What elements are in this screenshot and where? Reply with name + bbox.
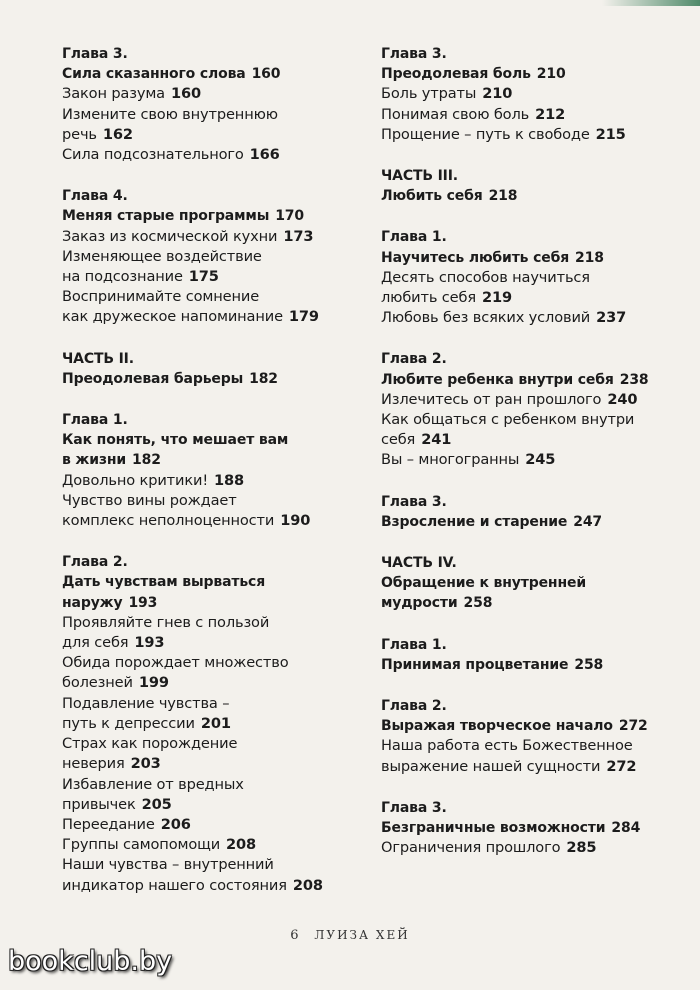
toc-page-number: 258 <box>463 595 493 612</box>
toc-entry-text: Глава 2. <box>381 351 447 368</box>
toc-page-number: 247 <box>573 513 603 530</box>
toc-entry-line <box>381 450 671 470</box>
toc-entry-text: речь <box>62 125 97 143</box>
toc-entry-text: в жизни <box>62 452 127 469</box>
toc-heading <box>381 492 671 512</box>
toc-page-number: 212 <box>535 105 566 123</box>
toc-entry-line <box>381 838 671 858</box>
toc-page-number: 175 <box>188 268 219 286</box>
toc-title-line <box>381 573 671 593</box>
toc-entry-line <box>62 84 322 104</box>
toc-entry-text: болезней <box>62 674 133 692</box>
toc-entry-text: Изменяющее воздействие <box>62 247 262 265</box>
toc-entry-line <box>381 105 671 125</box>
toc-section <box>62 349 322 389</box>
toc-entry-text: Боль утраты <box>381 85 477 103</box>
toc-entry-text: Довольно критики! <box>62 471 209 489</box>
toc-entry-text: Глава 2. <box>62 554 128 571</box>
toc-entry-line <box>381 757 671 777</box>
toc-entry-text: Преодолевая барьеры <box>62 370 244 387</box>
toc-section <box>62 552 322 895</box>
toc-entry-text: Меняя старые программы <box>62 208 270 225</box>
toc-entry-line <box>62 491 322 511</box>
toc-page-number: 272 <box>606 757 637 775</box>
toc-heading <box>62 186 322 206</box>
toc-title-line <box>381 593 671 613</box>
toc-entry-line <box>62 613 322 633</box>
toc-entry-text: Безграничные возможности <box>381 820 606 837</box>
toc-section <box>62 186 322 327</box>
toc-page-number: 219 <box>481 289 512 307</box>
toc-page-number: 193 <box>128 594 158 611</box>
toc-title-line <box>62 369 322 389</box>
toc-section <box>62 410 322 531</box>
toc-entry-line <box>62 653 322 673</box>
toc-entry-line <box>381 288 671 308</box>
toc-entry-line <box>62 754 322 774</box>
watermark-text: bookclub.by <box>8 946 173 977</box>
toc-entry-text: Дать чувствам вырваться <box>62 574 266 591</box>
toc-entry-text: неверия <box>62 755 125 773</box>
toc-entry-text: Как понять, что мешает вам <box>62 432 289 449</box>
toc-title-line <box>62 572 322 592</box>
toc-entry-text: Глава 3. <box>381 799 447 816</box>
toc-title-line <box>381 248 671 268</box>
toc-entry-text: Любовь без всяких условий <box>381 309 591 327</box>
toc-heading <box>62 349 322 369</box>
toc-page-number: 285 <box>566 839 597 857</box>
toc-entry-text: Подавление чувства – <box>62 694 230 712</box>
toc-page-number: 160 <box>170 85 201 103</box>
toc-title-line <box>62 430 322 450</box>
toc-title-line <box>381 655 671 675</box>
toc-entry-text: Избавление от вредных <box>62 775 244 793</box>
toc-page-number: 208 <box>292 876 323 894</box>
toc-page-number: 272 <box>618 718 648 735</box>
toc-entry-text: Взросление и старение <box>381 513 568 530</box>
toc-page-number: 245 <box>525 451 556 469</box>
toc-entry-line <box>381 84 671 104</box>
toc-entry-text: Глава 4. <box>62 188 128 205</box>
toc-entry-text: Заказ из космической кухни <box>62 227 278 245</box>
toc-heading <box>381 44 671 64</box>
toc-title-line <box>381 370 671 390</box>
toc-section <box>381 798 671 859</box>
toc-entry-line <box>381 410 671 430</box>
toc-entry-line <box>381 430 671 450</box>
toc-entry-line <box>62 855 322 875</box>
toc-title-line <box>381 64 671 84</box>
toc-entry-text: Чувство вины рождает <box>62 491 237 509</box>
toc-page-number: 240 <box>607 390 638 408</box>
toc-entry-text: ЧАСТЬ II. <box>62 350 134 367</box>
toc-entry-line <box>62 247 322 267</box>
toc-heading <box>381 696 671 716</box>
toc-section <box>62 44 322 165</box>
toc-section <box>381 44 671 145</box>
top-edge-strip <box>0 0 700 6</box>
toc-entry-line <box>62 694 322 714</box>
toc-entry-line <box>62 734 322 754</box>
toc-entry-text: Излечитесь от ран прошлого <box>381 390 602 408</box>
toc-heading <box>62 552 322 572</box>
toc-entry-text: мудрости <box>381 595 458 612</box>
toc-entry-line <box>62 673 322 693</box>
toc-page-number: 241 <box>421 431 452 449</box>
toc-entry-text: Воспринимайте сомнение <box>62 288 260 306</box>
toc-page-number: 258 <box>574 656 604 673</box>
toc-section <box>381 492 671 532</box>
toc-entry-text: на подсознание <box>62 268 183 286</box>
toc-entry-text: Глава 2. <box>381 698 447 715</box>
toc-page-number: 166 <box>249 146 280 164</box>
toc-entry-text: Обида порождает множество <box>62 654 289 672</box>
footer-page-number: 6 <box>290 928 301 943</box>
toc-entry-line <box>62 633 322 653</box>
toc-section <box>381 166 671 206</box>
toc-heading <box>381 798 671 818</box>
toc-page-number: 190 <box>280 512 311 530</box>
toc-entry-line <box>62 511 322 531</box>
toc-heading <box>381 166 671 186</box>
toc-page-number: 182 <box>132 452 161 469</box>
toc-entry-text: ЧАСТЬ III. <box>381 168 458 185</box>
toc-entry-text: Проявляйте гнев с пользой <box>62 613 270 631</box>
toc-entry-text: Наши чувства – внутренний <box>62 856 274 874</box>
toc-page-number: 205 <box>141 795 172 813</box>
toc-title-line <box>381 716 671 736</box>
toc-entry-line <box>62 267 322 287</box>
toc-entry-text: Обращение к внутренней <box>381 575 586 592</box>
toc-heading <box>62 44 322 64</box>
toc-page-number: 210 <box>482 85 513 103</box>
toc-entry-line <box>381 736 671 756</box>
toc-entry-text: как дружеское напоминание <box>62 308 283 326</box>
toc-entry-line <box>62 795 322 815</box>
toc-entry-text: Страх как порождение <box>62 735 238 753</box>
toc-entry-text: наружу <box>62 594 123 611</box>
toc-entry-text: Глава 1. <box>62 412 128 429</box>
toc-heading <box>62 410 322 430</box>
toc-entry-text: Глава 3. <box>381 46 447 62</box>
toc-entry-text: Сила подсознательного <box>62 146 244 164</box>
toc-section <box>381 227 671 328</box>
toc-page-number: 182 <box>249 370 278 387</box>
toc-entry-text: Переедание <box>62 815 155 833</box>
toc-entry-text: любить себя <box>381 289 476 307</box>
toc-title-line <box>62 450 322 470</box>
toc-page-number: 208 <box>226 836 257 854</box>
toc-entry-line <box>62 287 322 307</box>
toc-entry-line <box>62 105 322 125</box>
footer-author: ЛУИЗА ХЕЙ <box>314 928 410 942</box>
toc-entry-text: Ограничения прошлого <box>381 839 561 857</box>
toc-title-line <box>381 512 671 532</box>
toc-page-number: 188 <box>214 471 245 489</box>
toc-entry-line <box>381 125 671 145</box>
toc-entry-text: привычек <box>62 795 136 813</box>
toc-entry-line <box>62 307 322 327</box>
toc-section <box>381 635 671 675</box>
toc-title-line <box>381 186 671 206</box>
toc-entry-line <box>62 815 322 835</box>
toc-entry-text: для себя <box>62 634 129 652</box>
toc-entry-text: Наша работа есть Божественное <box>381 737 633 755</box>
toc-entry-line <box>62 876 322 896</box>
toc-entry-line <box>62 471 322 491</box>
toc-entry-line <box>381 390 671 410</box>
toc-entry-text: Прощение – путь к свободе <box>381 125 590 143</box>
toc-section <box>381 553 671 614</box>
toc-entry-text: Закон разума <box>62 85 165 103</box>
toc-left-column <box>62 44 322 917</box>
toc-entry-text: Выражая творческое начало <box>381 718 613 735</box>
toc-title-line <box>62 64 322 84</box>
toc-entry-text: Любите ребенка внутри себя <box>381 371 614 388</box>
toc-entry-text: путь к депрессии <box>62 714 195 732</box>
toc-page-number: 199 <box>138 674 169 692</box>
toc-page-number: 237 <box>596 309 627 327</box>
toc-entry-text: Измените свою внутреннюю <box>62 105 278 123</box>
toc-entry-line <box>62 775 322 795</box>
toc-entry-text: Любить себя <box>381 188 483 205</box>
toc-entry-text: Группы самопомощи <box>62 836 221 854</box>
toc-page-number: 206 <box>160 815 191 833</box>
toc-page-number: 215 <box>595 125 626 143</box>
toc-section <box>381 349 671 470</box>
toc-entry-text: комплекс неполноценности <box>62 512 275 530</box>
toc-heading <box>381 635 671 655</box>
toc-page-number: 160 <box>251 66 281 83</box>
toc-entry-line <box>62 227 322 247</box>
toc-entry-line <box>62 714 322 734</box>
toc-entry-text: Вы – многогранны <box>381 451 520 469</box>
toc-entry-line <box>62 835 322 855</box>
toc-heading <box>381 227 671 247</box>
toc-page-number: 170 <box>275 208 304 225</box>
toc-entry-text: себя <box>381 431 416 449</box>
toc-right-column <box>381 44 671 880</box>
toc-page-number: 173 <box>283 227 314 245</box>
toc-entry-text: Сила сказанного слова <box>62 66 246 83</box>
toc-page-number: 218 <box>488 188 518 205</box>
page-footer <box>0 928 700 943</box>
toc-page-number: 193 <box>134 634 165 652</box>
toc-title-line <box>381 818 671 838</box>
toc-page-number: 201 <box>200 714 231 732</box>
toc-entry-text: выражение нашей сущности <box>381 757 601 775</box>
toc-entry-text: индикатор нашего состояния <box>62 876 287 894</box>
toc-entry-text: Глава 3. <box>381 493 447 510</box>
toc-entry-text: Как общаться с ребенком внутри <box>381 411 635 429</box>
toc-entry-text: Понимая свою боль <box>381 105 530 123</box>
toc-title-line <box>62 206 322 226</box>
toc-page-number: 284 <box>611 820 641 837</box>
toc-page-number: 238 <box>619 371 649 388</box>
toc-entry-line <box>381 308 671 328</box>
toc-heading <box>381 349 671 369</box>
toc-entry-text: ЧАСТЬ IV. <box>381 555 457 572</box>
toc-page-number: 218 <box>575 249 604 266</box>
toc-page-number: 179 <box>288 308 319 326</box>
toc-page-number: 210 <box>536 66 566 83</box>
toc-entry-line <box>381 268 671 288</box>
toc-entry-text: Научитесь любить себя <box>381 249 570 266</box>
toc-entry-text: Преодолевая боль <box>381 66 531 83</box>
toc-entry-text: Глава 1. <box>381 636 447 653</box>
toc-entry-text: Десять способов научиться <box>381 268 590 286</box>
toc-section <box>381 696 671 777</box>
toc-page-number: 203 <box>130 755 161 773</box>
toc-entry-text: Принимая процветание <box>381 656 569 673</box>
toc-heading <box>381 553 671 573</box>
toc-entry-text: Глава 3. <box>62 46 128 62</box>
toc-title-line <box>62 593 322 613</box>
toc-entry-text: Глава 1. <box>381 229 447 246</box>
toc-page-number: 162 <box>102 125 133 143</box>
toc-entry-line <box>62 125 322 145</box>
toc-entry-line <box>62 145 322 165</box>
